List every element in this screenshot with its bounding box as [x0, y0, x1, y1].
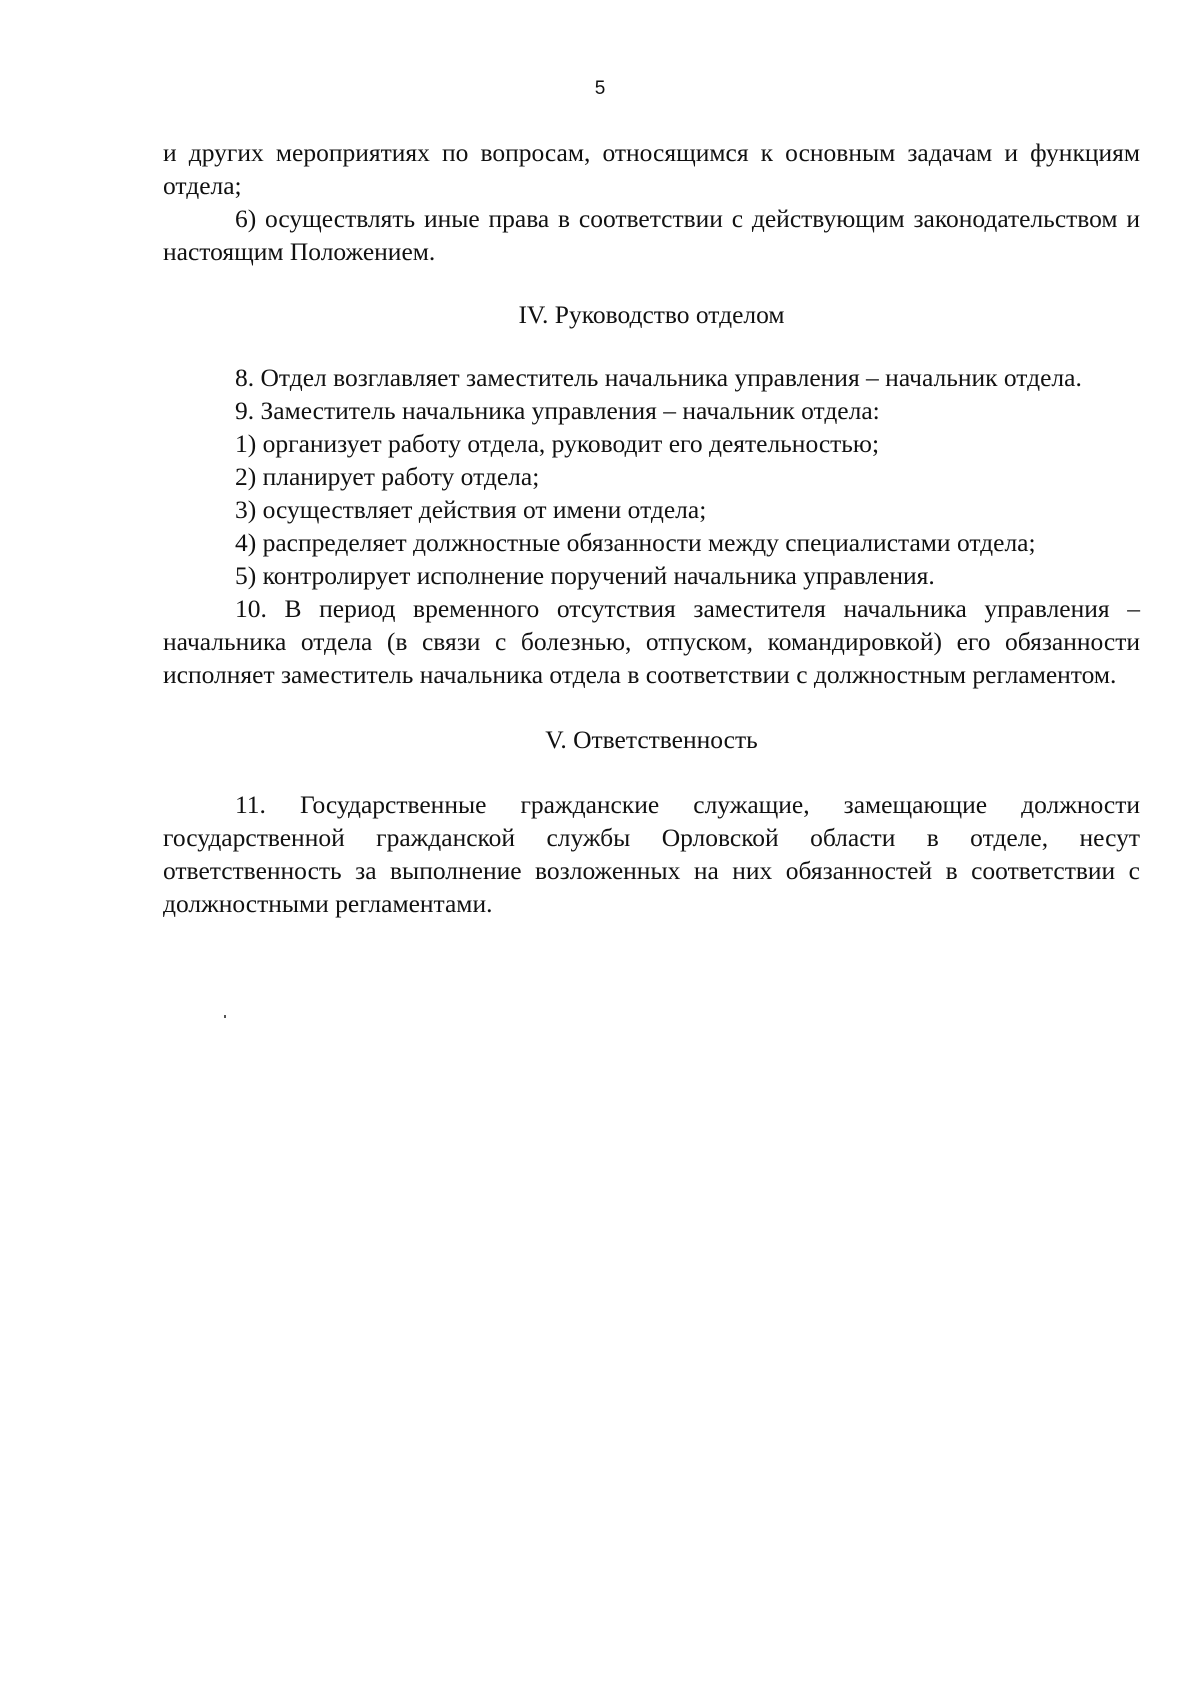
- paragraph-10: 10. В период временного отсутствия заместителя начальника управления – начальника отдела (в связи с болезнью, отпуском, командировкой) его обязанности исполняет заместитель начальника отдела в соответствии с должностным регламентом.: [163, 594, 1140, 689]
- page-number: 5: [594, 78, 606, 99]
- list-item: 4) распределяет должностные обязанности между специалистами отдела;: [235, 528, 1036, 557]
- section-heading-iv: IV. Руководство отделом: [518, 300, 785, 329]
- list-item: 2) планирует работу отдела;: [235, 462, 540, 491]
- paragraph-continuation: и других мероприятиях по вопросам, относящимся к основным задачам и функциям отдела;: [163, 138, 1140, 200]
- paragraph-item-6: 6) осуществлять иные права в соответствии с действующим законодательством и настоящим Положением.: [163, 204, 1140, 266]
- scan-speck: [224, 1015, 226, 1018]
- paragraph-9: 9. Заместитель начальника управления – начальник отдела:: [235, 396, 880, 425]
- paragraph-11: 11. Государственные гражданские служащие, замещающие должности государственной гражданской службы Орловской области в отделе, несут ответственность за выполнение возложенных на них обязанностей в соответствии с должностными регламентами.: [163, 790, 1140, 918]
- section-heading-v: V. Ответственность: [545, 725, 758, 754]
- paragraph-8: 8. Отдел возглавляет заместитель начальника управления – начальник отдела.: [235, 363, 1082, 392]
- list-item: 5) контролирует исполнение поручений начальника управления.: [235, 561, 935, 590]
- list-item: 1) организует работу отдела, руководит его деятельностью;: [235, 429, 880, 458]
- document-body: [163, 136, 1140, 920]
- list-item: 3) осуществляет действия от имени отдела;: [235, 495, 707, 524]
